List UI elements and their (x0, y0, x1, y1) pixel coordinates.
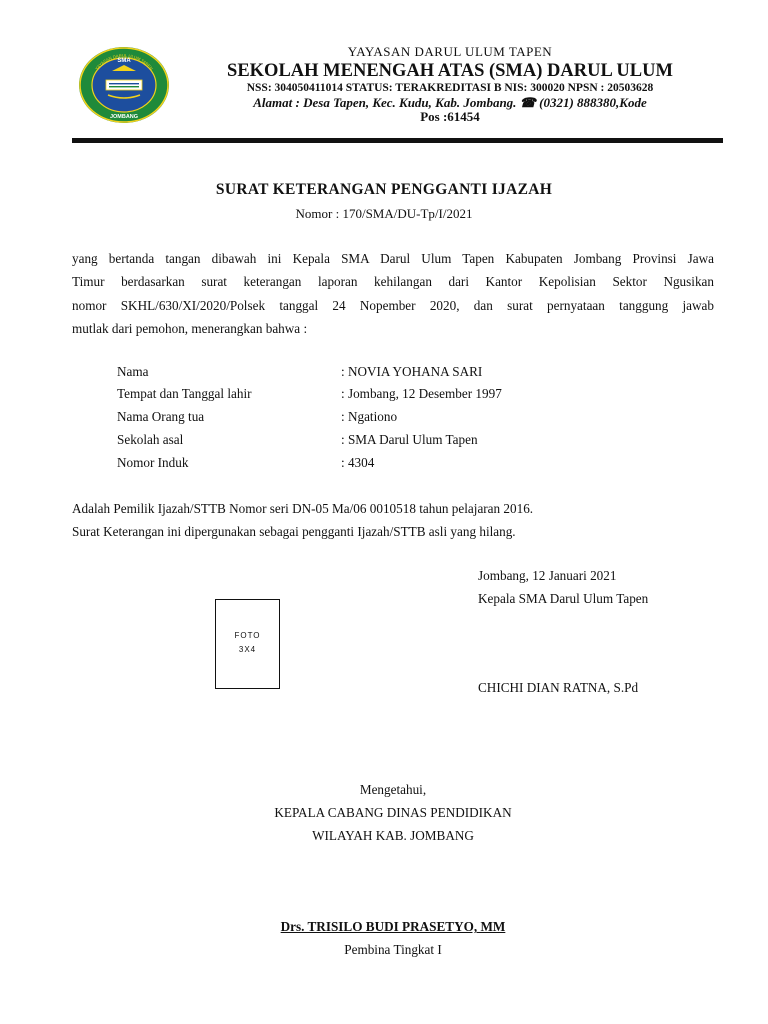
intro-line: mutlak dari pemohon, menerangkan bahwa : (72, 320, 308, 336)
photo-placeholder (215, 599, 280, 689)
letter-number: Nomor : 170/SMA/DU-Tp/I/2021 (295, 206, 473, 221)
signatory-name: CHICHI DIAN RATNA, S.Pd (478, 680, 639, 695)
field-value-student-number: : 4304 (341, 455, 375, 470)
intro-paragraph (72, 247, 714, 340)
school-logo-icon (78, 45, 170, 125)
office-line-2: WILAYAH KAB. JOMBANG (312, 828, 474, 843)
field-label-name: Nama (117, 364, 149, 379)
intro-line: Timur berdasarkan surat keterangan laporan kehilangan dari Kantor Kepolisian Sektor Ngusikan (72, 274, 714, 290)
intro-line: yang bertanda tangan dibawah ini Kepala SMA Darul Ulum Tapen Kabupaten Jombang Provinsi Jawa (72, 251, 714, 266)
logo-ring-text: YAYASAN DARUL ULUM TAPEN (94, 52, 154, 72)
field-value-birth: : Jombang, 12 Desember 1997 (341, 386, 502, 401)
school-postal-code: Pos :61454 (420, 109, 480, 124)
photo-label (216, 629, 279, 657)
field-label-parent: Nama Orang tua (117, 409, 205, 424)
field-label-birth: Tempat dan Tanggal lahir (117, 386, 252, 401)
intro-line: nomor SKHL/630/XI/2020/Polsek tanggal 24 Nopember 2020, dan surat pernyataan tanggung jawab (72, 297, 714, 313)
photo-label-size: 3X4 (238, 645, 257, 654)
office-line-1: KEPALA CABANG DINAS PENDIDIKAN (274, 805, 512, 820)
official-rank: Pembina Tingkat I (344, 942, 442, 957)
logo-top-text: SMA (117, 58, 131, 64)
field-value-parent: : Ngationo (341, 409, 398, 424)
school-address: Alamat : Desa Tapen, Kec. Kudu, Kab. Jombang. ☎ (0321) 888380,Kode (253, 95, 647, 110)
place-date: Jombang, 12 Januari 2021 (478, 568, 617, 583)
school-name: SEKOLAH MENENGAH ATAS (SMA) DARUL ULUM (227, 61, 673, 81)
ownership-statement: Adalah Pemilik Ijazah/STTB Nomor seri DN-05 Ma/06 0010518 tahun pelajaran 2016. (72, 501, 534, 516)
letter-title: SURAT KETERANGAN PENGGANTI IJAZAH (215, 181, 553, 198)
purpose-statement: Surat Keterangan ini dipergunakan sebagai pengganti Ijazah/STTB asli yang hilang. (72, 524, 516, 539)
signatory-title: Kepala SMA Darul Ulum Tapen (478, 591, 649, 606)
field-label-student-number: Nomor Induk (117, 455, 189, 470)
foundation-name: YAYASAN DARUL ULUM TAPEN (347, 44, 553, 59)
school-registration-line: NSS: 304050411014 STATUS: TERAKREDITASI B NIS: 300020 NPSN : 20503628 (246, 82, 654, 94)
logo-bottom-text: JOMBANG (109, 114, 139, 120)
official-name: Drs. TRISILO BUDI PRASETYO, MM (280, 919, 506, 934)
field-value-name: : NOVIA YOHANA SARI (341, 364, 483, 379)
field-value-school: : SMA Darul Ulum Tapen (341, 432, 478, 447)
field-label-school: Sekolah asal (117, 432, 184, 447)
acknowledged-label: Mengetahui, (359, 782, 427, 797)
photo-label-line: FOTO (234, 631, 261, 640)
letterhead-divider (72, 138, 723, 143)
